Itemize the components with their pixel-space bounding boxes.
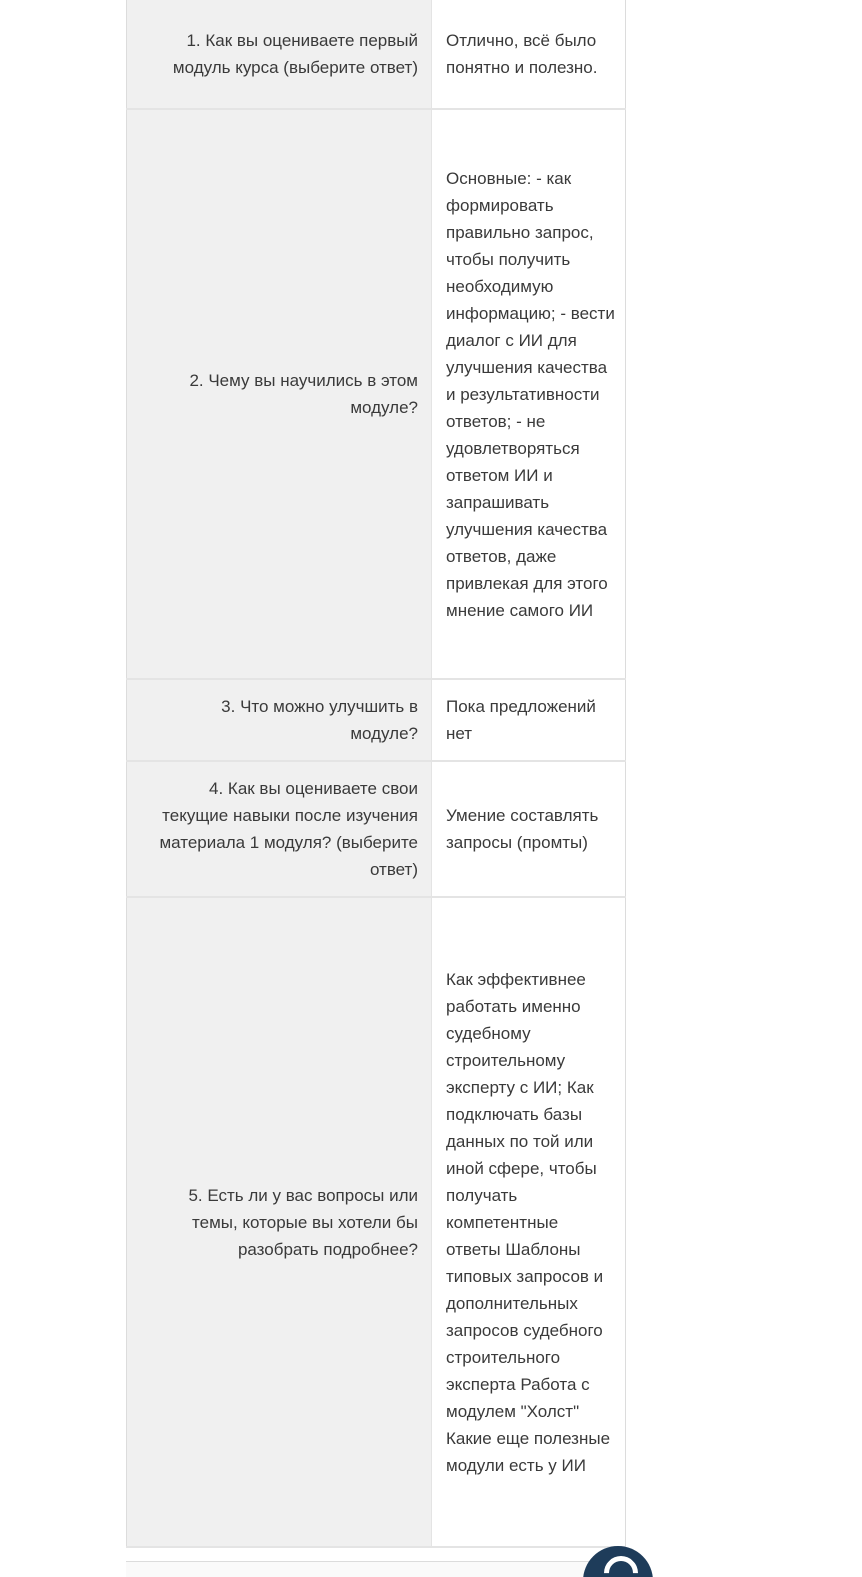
answer-text: Пока предложений нет	[446, 697, 596, 743]
question-text: 1. Как вы оцениваете первый модуль курса (выберите ответ)	[172, 31, 418, 77]
answer-cell	[432, 897, 626, 1547]
answer-text: Умение составлять запросы (промты)	[446, 806, 599, 852]
question-text: 4. Как вы оцениваете свои текущие навыки после изучения материала 1 модуля? (выберите ответ)	[159, 779, 418, 879]
help-chat-icon	[597, 1549, 645, 1577]
table-row	[127, 0, 626, 109]
answer-text: Как эффективнее работать именно судебному строительному эксперту с ИИ; Как подключать базы данных по той или иной сфере, чтобы получать компетентные ответы Шаблоны типовых запросов и дополнительных запросов судебного строительного эксперта Работа с модулем "Холст" Какие еще полезные модули есть у ИИ	[446, 969, 611, 1475]
answer-cell	[432, 761, 626, 897]
question-cell	[127, 897, 432, 1547]
answer-cell	[432, 679, 626, 761]
help-chat-button[interactable]	[583, 1546, 653, 1577]
table-row	[127, 109, 626, 679]
answer-cell	[432, 0, 626, 109]
table-row	[127, 897, 626, 1547]
answer-text: Отлично, всё было понятно и полезно.	[446, 31, 598, 77]
answer-text: Основные: - как формировать правильно запрос, чтобы получить необходимую информацию; - вести диалог с ИИ для улучшения качества и результативности ответов; - не удовлетворяться ответом ИИ и запрашивать улучшения качества ответов, даже привлекая для этого мнение самого ИИ	[446, 168, 615, 620]
next-section-edge	[126, 1561, 625, 1577]
survey-results-table	[126, 0, 626, 1548]
question-text: 2. Чему вы научились в этом модуле?	[189, 371, 418, 417]
question-text: 3. Что можно улучшить в модуле?	[221, 697, 418, 743]
question-cell	[127, 679, 432, 761]
question-cell	[127, 0, 432, 109]
table-row	[127, 679, 626, 761]
question-cell	[127, 761, 432, 897]
table-row	[127, 761, 626, 897]
question-text: 5. Есть ли у вас вопросы или темы, которые вы хотели бы разобрать подробнее?	[188, 1185, 418, 1259]
question-cell	[127, 109, 432, 679]
answer-cell	[432, 109, 626, 679]
